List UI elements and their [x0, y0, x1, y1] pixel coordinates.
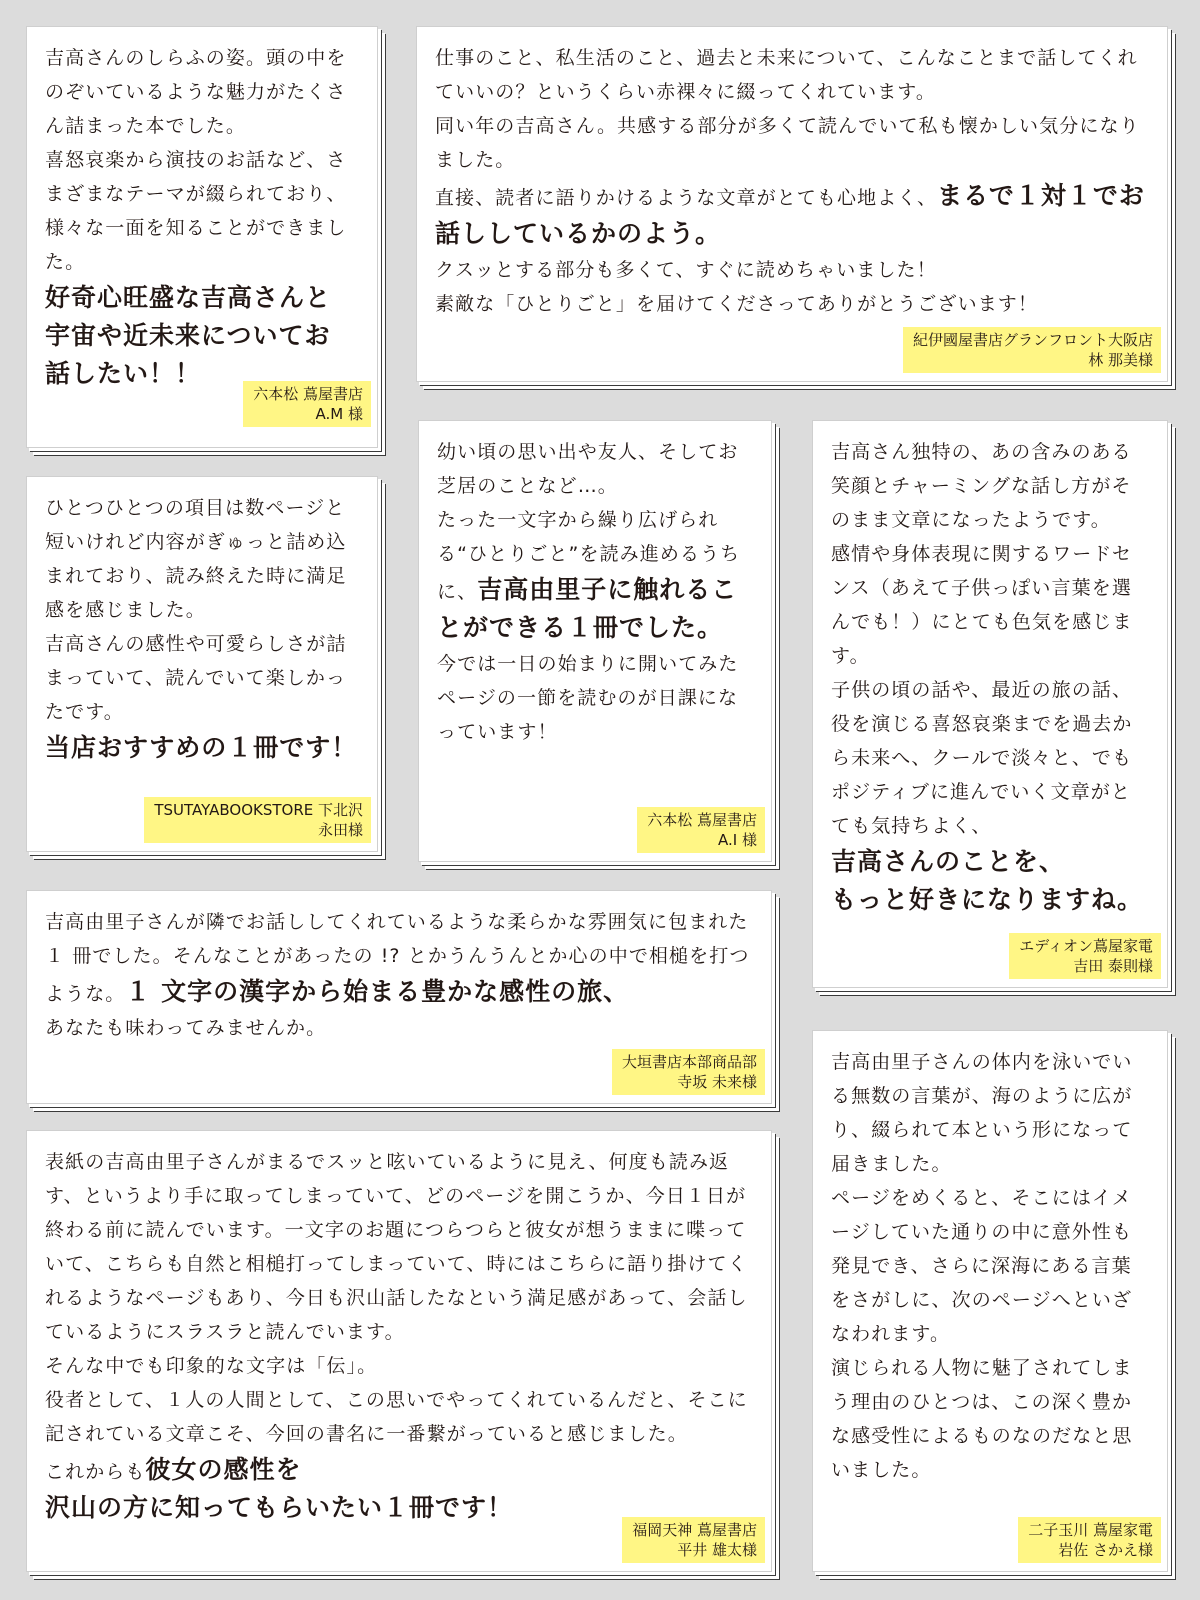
store-name: 六本松 蔦屋書店	[253, 385, 363, 403]
reviewer-name: 寺坂 未来様	[677, 1073, 757, 1091]
reviewer-name: 岩佐 さかえ様	[1058, 1541, 1153, 1559]
store-name: 六本松 蔦屋書店	[647, 811, 757, 829]
store-name: エディオン蔦屋家電	[1019, 937, 1153, 955]
reviewer-tag	[612, 1049, 765, 1095]
review-text-part: たった一文字から繰り広げられる“ひとりごと”を読み進めるうちに、	[437, 509, 741, 603]
reviewer-tag	[1009, 933, 1161, 979]
review-text: 仕事のこと、私生活のこと、過去と未来について、こんなことまで話してくれていいの？というくらい赤裸々に綴ってくれています。	[435, 47, 1138, 103]
store-name: 福岡天神 蔦屋書店	[632, 1521, 757, 1539]
review-text	[437, 503, 753, 647]
reviewer-name: 吉田 泰則様	[1073, 957, 1153, 975]
review-text: 今では一日の始まりに開いてみたページの一節を読むのが日課になっています！	[437, 653, 739, 743]
reviewer-name: A.M 様	[315, 405, 363, 423]
review-text: 役者として、１人の人間として、この思いでやってくれているんだと、そこに記されている文章こそ、今回の書名に一番繋がっていると感じました。	[45, 1389, 748, 1445]
review-card-3	[26, 476, 378, 852]
review-text: 素敵な「ひとりごと」を届けてくださってありがとうございます！	[435, 293, 1039, 315]
store-name: 紀伊國屋書店グランフロント大阪店	[912, 331, 1153, 349]
review-highlight: １ 文字の漢字から始まる豊かな感性の旅、	[125, 977, 630, 1006]
review-text: 同い年の吉高さん。共感する部分が多くて読んでいて私も懐かしい気分になりました。	[435, 115, 1140, 171]
review-text	[45, 1451, 753, 1489]
review-text: 吉高さんの感性や可愛らしさが詰まっていて、読んでいて楽しかったです。	[45, 633, 347, 723]
store-name: 二子玉川 蔦屋家電	[1028, 1521, 1153, 1539]
review-text: あなたも味わってみませんか。	[45, 1017, 327, 1039]
review-text: 感情や身体表現に関するワードセンス（あえて子供っぽい言葉を選んでも！）にとても色気を感じます。	[831, 543, 1133, 667]
review-text-part: これからも	[45, 1461, 146, 1483]
review-card-6	[26, 890, 772, 1104]
reviewer-name: 林 那美様	[1088, 351, 1153, 369]
review-highlight: 当店おすすめの１冊です！	[45, 733, 358, 762]
review-card-5	[812, 420, 1168, 988]
review-text: ページをめくると、そこにはイメージしていた通りの中に意外性も発見でき、さらに深海にある言葉をさがしに、次のページへといざなわれます。	[831, 1187, 1133, 1345]
reviewer-tag	[637, 807, 765, 853]
reviewer-tag	[1018, 1517, 1161, 1563]
review-highlight: 吉高さんのことを、	[831, 847, 1066, 876]
review-highlight: まるで１対１でお話ししているかのよう。	[435, 181, 1145, 248]
review-card-4	[418, 420, 772, 862]
review-text: 幼い頃の思い出や友人、そしてお芝居のことなど…。	[437, 441, 739, 497]
review-card-1	[26, 26, 378, 448]
reviewer-tag	[144, 797, 371, 843]
reviewer-tag	[622, 1517, 765, 1563]
review-highlight: 彼女の感性を	[145, 1455, 302, 1484]
review-text: 子供の頃の話や、最近の旅の話、役を演じる喜怒哀楽までを過去から未来へ、クールで淡々と、でもポジティブに進んでいく文章がとても気持ちよく、	[831, 679, 1133, 837]
review-text-part: 吉高由里子さんが隣でお話ししてくれているような柔らかな雰囲気に包まれた １ 冊でした。そんなことがあったの !? とかうんうんとか心の中で相槌を打つような。	[45, 911, 750, 1005]
review-text: 吉高由里子さんの体内を泳いでいる無数の言葉が、海のように広がり、綴られて本という形になって届きました。	[831, 1051, 1133, 1175]
store-name: 大垣書店本部商品部	[621, 1053, 757, 1071]
review-highlight: もっと好きになりますね。	[831, 885, 1144, 914]
review-card-7	[26, 1130, 772, 1572]
reviewer-name: 平井 雄太様	[677, 1541, 757, 1559]
review-highlight: 好奇心旺盛な吉高さんと宇宙や近未来についてお話したい！！	[45, 283, 332, 388]
review-text: 演じられる人物に魅了されてしまう理由のひとつは、この深く豊かな感受性によるものなのだなと思いました。	[831, 1357, 1133, 1481]
review-text: 吉高さん独特の、あの含みのある笑顔とチャーミングな話し方がそのまま文章になったようです。	[831, 441, 1132, 531]
review-text	[435, 177, 1149, 253]
reviewer-tag	[903, 327, 1161, 373]
review-text: 喜怒哀楽から演技のお話など、さまざまなテーマが綴られており、様々な一面を知ることができました。	[45, 149, 347, 273]
reviewer-tag	[243, 381, 371, 427]
reviewer-name: 永田様	[317, 821, 363, 839]
review-text	[45, 905, 753, 1011]
review-text: そんな中でも印象的な文字は「伝」。	[45, 1355, 378, 1377]
review-card-2	[416, 26, 1168, 382]
review-text: 表紙の吉高由里子さんがまるでスッと呟いているように見え、何度も読み返す、というより手に取ってしまっていて、どのページを開こうか、今日１日が終わる前に読んでいます。一文字のお題につらつらと彼女が想うままに喋っていて、こちらも自然と相槌打ってしまっていて、時にはこちらに語り掛けてくれるようなページもあり、今日も沢山話したなという満足感があって、会話しているようにスラスラと読んでいます。	[45, 1151, 748, 1343]
review-text-part: 直接、読者に語りかけるような文章がとても心地よく、	[435, 187, 938, 209]
review-text: 吉高さんのしらふの姿。頭の中をのぞいているような魅力がたくさん詰まった本でした。	[45, 47, 347, 137]
review-card-8	[812, 1030, 1168, 1572]
review-highlight: 吉高由里子に触れることができる１冊でした。	[437, 575, 738, 642]
store-name: TSUTAYABOOKSTORE 下北沢	[154, 801, 363, 819]
review-text: クスッとする部分も多くて、すぐに読めちゃいました！	[435, 259, 937, 281]
review-highlight: 沢山の方に知ってもらいたい１冊です！	[45, 1493, 514, 1522]
reviewer-name: A.I 様	[718, 831, 757, 849]
review-text: ひとつひとつの項目は数ページと短いけれど内容がぎゅっと詰め込まれており、読み終えた時に満足感を感じました。	[45, 497, 347, 621]
